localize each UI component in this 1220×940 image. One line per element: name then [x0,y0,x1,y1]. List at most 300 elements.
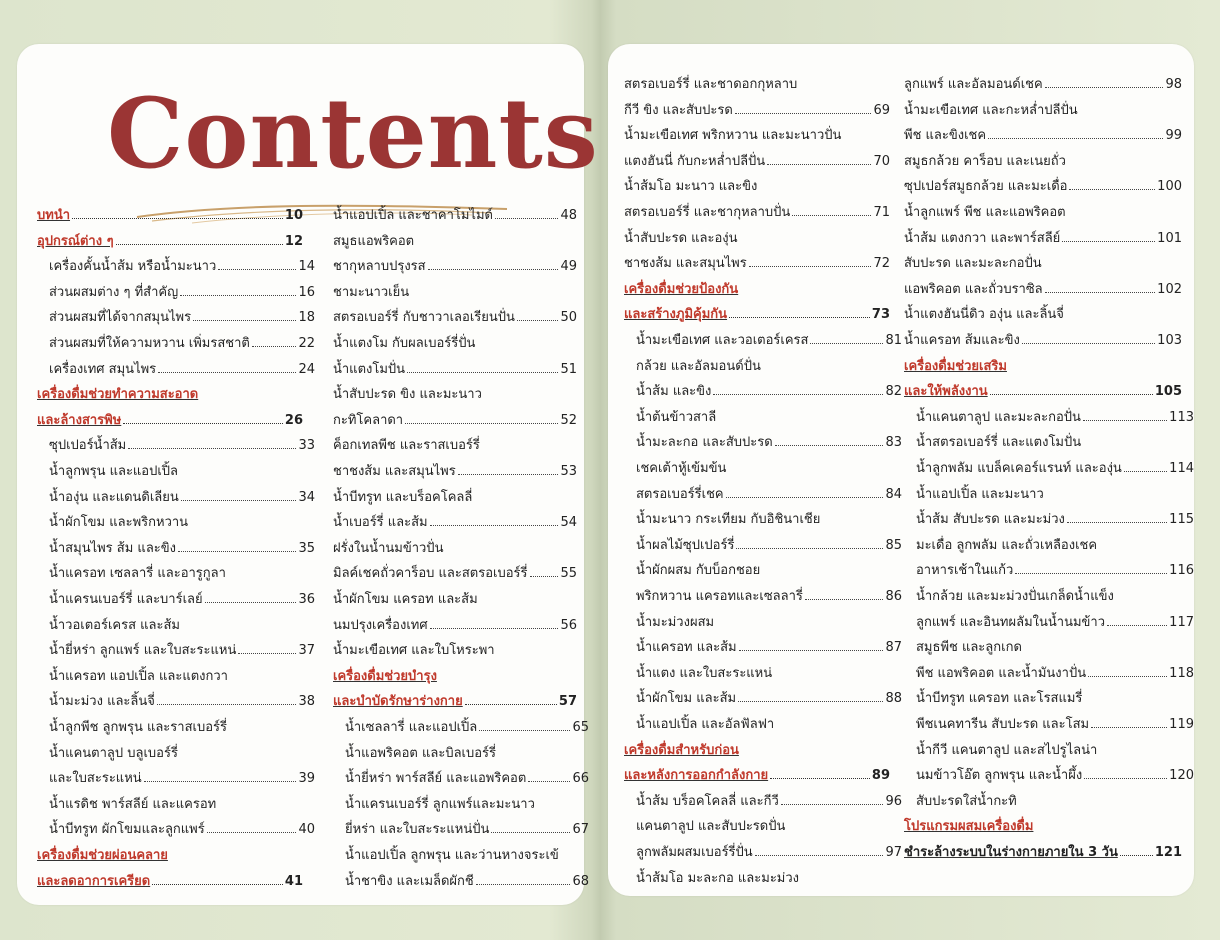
toc-entry [904,579,1194,603]
toc-entry [333,249,577,273]
toc-entry-title: เครื่องดื่มช่วยป้องกัน [624,281,739,297]
toc-entry-title: ชามะนาวเย็น [333,284,410,300]
toc-entry-title: น้ำองุ่น และแดนดิเลียน [49,489,179,505]
toc-entry [624,67,890,91]
toc-entry-title: น้ำแครอท แอปเปิ้ล และแตงกวา [49,668,228,684]
toc-entry [624,528,902,552]
toc-entry [624,681,902,705]
toc-entry [333,505,577,529]
toc-entry [333,428,577,452]
toc-entry [333,403,577,427]
toc-entry-title: และบำบัดรักษาร่างกาย [333,694,463,710]
toc-page-number: 22 [298,336,315,351]
toc-page-number: 51 [560,361,577,377]
toc-entry-title: และใบสะระแหน่ [49,771,142,787]
toc-page-number: 57 [558,694,577,710]
toc-entry [624,656,902,680]
toc-page-number: 24 [298,361,315,377]
toc-dot-leader [1045,87,1164,88]
toc-dot-leader [530,576,559,577]
toc-section-heading [624,733,890,757]
toc-entry [904,733,1194,757]
toc-entry [37,608,315,632]
toc-section-heading [333,684,577,708]
toc-entry [624,605,902,629]
toc-entry [904,195,1182,219]
toc-page-number: 66 [572,771,589,787]
toc-entry-title: น้ำแครนเบอร์รี่ ลูกแพร์และมะนาว [345,796,535,812]
toc-dot-leader [495,218,558,219]
toc-entry [624,118,890,142]
toc-section-heading [37,403,303,427]
toc-entry [624,221,890,245]
toc-entry [333,608,577,632]
toc-entry-title: พีชเนคทารีน สับปะรด และโสม [916,717,1090,732]
toc-page-number: 70 [873,153,890,169]
toc-dot-leader [193,320,296,321]
toc-dot-leader [1091,727,1167,728]
toc-entry-title: น้ำส้ม สับปะรด และมะม่วง [916,512,1065,528]
toc-entry-title: และสร้างภูมิคุ้มกัน [624,307,728,323]
toc-entry [904,67,1182,91]
toc-entry-title: สตรอเบอร์รี่ และชากุหลาบปั่น [624,205,791,220]
toc-entry [624,784,902,808]
toc-entry-title: น้ำลูกพีช ลูกพรุน และราสเบอร์รี่ [49,720,227,735]
toc-entry-title: บทนำ [37,208,71,223]
toc-entry [904,553,1194,577]
toc-dot-leader [1062,241,1155,242]
toc-dot-leader [1015,573,1167,574]
toc-dot-leader [528,781,570,782]
toc-entry [37,556,315,580]
toc-entry [904,502,1194,526]
toc-page-number: 36 [298,592,315,607]
toc-entry [904,707,1194,731]
toc-page-number: 37 [298,643,315,659]
toc-entry [904,144,1182,168]
toc-page-number: 82 [885,384,902,400]
toc-entry [624,374,902,398]
toc-entry-title: น้ำสับปะรด ขิง และมะนาว [333,387,482,403]
toc-dot-leader [1069,189,1155,190]
toc-page-number: 86 [885,589,902,604]
toc-entry [37,505,315,529]
toc-entry-title: มะเดื่อ ลูกพลัม และถั่วเหลืองเชค [916,537,1098,553]
toc-entry [904,93,1182,117]
toc-dot-leader [1022,343,1155,344]
toc-dot-leader [749,266,872,267]
toc-entry [333,736,589,760]
toc-entry-title: น้ำส้มโอ มะละกอ และมะม่วง [636,870,800,886]
toc-entry [37,787,315,811]
toc-page-number: 97 [885,845,902,860]
toc-entry-title: เครื่องเทศ สมุนไพร [49,361,157,377]
toc-dot-leader [1084,778,1167,779]
toc-entry-title: น้ำแตงโม กับผลเบอร์รี่ปั่น [333,336,476,351]
toc-page-number: 100 [1157,179,1182,195]
toc-page-number: 73 [871,307,890,323]
toc-entry-title: น้ำแรดิช พาร์สลีย์ และแครอท [49,796,217,812]
toc-dot-leader [767,164,871,165]
toc-page-number: 10 [284,208,303,223]
toc-section-heading [37,198,303,222]
toc-entry-title: น้ำผลไม้ซุปเปอร์รี่ [636,537,735,553]
toc-entry-title: ซุปเปอร์น้ำส้ม [49,438,127,454]
toc-entry-title: น้ำสับปะรด และองุ่น [624,230,738,246]
toc-dot-leader [1088,676,1167,677]
toc-page-number: 71 [873,205,890,220]
toc-entry [904,528,1194,552]
toc-dot-leader [405,423,558,424]
toc-entry-title: น้ำมะนาว กระเทียม กับอิชินาเชีย [636,512,821,528]
toc-entry [624,425,902,449]
toc-section-heading [37,224,303,248]
toc-entry-title: ส่วนผสมที่ได้จากสมุนไพร [49,310,192,326]
toc-entry-title: และหลังการออกกำลังกาย [624,768,769,784]
toc-page-number: 52 [560,412,577,428]
toc-entry [37,710,315,734]
toc-entry-title: น้ำแอปเปิ้ล และมะนาว [916,486,1044,502]
toc-page-number: 14 [298,259,315,275]
toc-entry [333,224,577,248]
toc-entry-title: และล้างสารพิษ [37,412,122,428]
toc-entry-title: น้ำมะเขือเทศ และกะหล่ำปลีปั่น [904,102,1078,118]
toc-dot-leader [729,317,870,318]
toc-entry-title: แคนตาลูป และสับปะรดปั่น [636,819,786,835]
toc-entry-title: น้ำมะม่วง และลิ้นจี่ [49,694,155,710]
toc-entry-title: อาหารเช้าในแก้ว [916,563,1014,579]
toc-entry-title: พีช และขิงเชค [904,128,987,144]
toc-page-number: 16 [298,284,315,300]
toc-entry-title: น้ำลูกพรุน และแอปเปิ้ล [49,464,179,479]
toc-entry [904,323,1182,347]
toc-entry-title: น้ำแครอท และส้ม [636,640,737,656]
toc-page-number: 114 [1169,461,1194,476]
toc-entry [333,198,577,222]
toc-dot-leader [476,884,571,885]
toc-dot-leader [1124,471,1167,472]
toc-entry-title: น้ำส้ม แตงกวา และพาร์สลีย์ [904,230,1061,246]
toc-entry-title: ลูกแพร์ และอัลมอนด์เชค [904,77,1043,92]
toc-section-heading [37,377,303,401]
toc-entry [333,556,577,580]
toc-page-number: 116 [1169,563,1194,579]
toc-entry-title: ยี่หร่า และใบสะระแหน่ปั่น [345,822,490,838]
toc-entry-title: น้ำแคนตาลูป บลูเบอร์รี่ [49,745,178,761]
toc-entry-title: เครื่องดื่มสำหรับก่อน [624,742,739,758]
toc-dot-leader [491,832,570,833]
toc-page-number: 85 [885,537,902,553]
toc-entry [624,323,902,347]
toc-entry [37,249,315,273]
toc-entry [37,352,315,376]
toc-entry-title: ชาชงส้ม และสมุนไพร [333,464,456,479]
toc-entry [333,454,577,478]
toc-page-number: 68 [572,873,589,889]
toc-entry [333,787,589,811]
toc-entry [904,272,1182,296]
toc-entry [624,809,902,833]
toc-section-heading [333,659,577,683]
toc-page-number: 49 [560,259,577,275]
toc-entry [37,633,315,657]
toc-dot-leader [407,372,558,373]
toc-entry-title: น้ำมะเขือเทศ พริกหวาน และมะนาวปั่น [624,128,842,144]
toc-dot-leader [1120,855,1153,856]
toc-entry [37,275,315,299]
toc-entry [333,326,577,350]
toc-entry-title: น้ำแอปเปิ้ล และอัลฟัลฟา [636,717,775,732]
toc-entry [37,736,315,760]
toc-entry-title: กล้วย และอัลมอนด์ปั่น [636,358,761,374]
toc-entry [624,144,890,168]
toc-page-number: 89 [871,768,890,784]
toc-entry-title: แอพริคอต และถั่วบราซิล [904,281,1043,297]
toc-section-heading [904,809,1182,833]
toc-entry-title: น้ำแอปเปิ้ล และชาคาโมไมด์ [333,208,493,223]
toc-entry-title: และลดอาการเครียด [37,873,151,889]
toc-entry-title: สมูธพีช และลูกเกด [916,640,1022,656]
toc-entry-title: น้ำบีทรูท ผักโขมและลูกแพร์ [49,822,205,838]
toc-dot-leader [181,500,297,501]
toc-entry-title: โปรแกรมผสมเครื่องดื่ม [904,819,1034,835]
toc-dot-leader [739,650,884,651]
toc-entry [37,761,315,785]
toc-entry-title: ชาชงส้ม และสมุนไพร [624,256,747,272]
toc-entry [37,659,315,683]
toc-page-number: 98 [1165,77,1182,92]
toc-page-number: 117 [1169,614,1194,630]
toc-entry-title: น้ำผักโขม แครอท และส้ม [333,592,478,607]
toc-entry-title: น้ำแตง และใบสะระแหน่ [636,665,773,681]
toc-page-number: 101 [1157,230,1182,246]
toc-entry [904,656,1194,680]
toc-entry-title: น้ำมะเขือเทศ และวอเตอร์เครส [636,333,809,348]
toc-dot-leader [430,525,559,526]
toc-entry [333,582,577,606]
toc-entry-title: ชำระล้างระบบในร่างกายภายใน 3 วัน [904,845,1118,860]
toc-entry [37,582,315,606]
toc-entry-title: น้ำผักผสม กับบ็อกชอย [636,563,761,579]
toc-entry [904,400,1194,424]
toc-dot-leader [988,138,1163,139]
toc-dot-leader [238,653,296,654]
toc-entry [333,352,577,376]
toc-entry [904,169,1182,193]
toc-section-heading [624,297,890,321]
toc-entry [37,812,315,836]
toc-dot-leader [128,448,296,449]
toc-page-number: 50 [560,310,577,326]
toc-entry-title: น้ำสมุนไพร ส้ม และขิง [49,540,176,556]
toc-entry-title: น้ำแอพริคอต และบิลเบอร์รี่ [345,745,497,761]
toc-entry [37,480,315,504]
toc-page-number: 96 [885,793,902,809]
toc-dot-leader [458,474,559,475]
toc-entry [904,221,1182,245]
toc-page-number: 38 [298,694,315,710]
toc-entry [333,812,589,836]
toc-dot-leader [1107,625,1167,626]
toc-section-heading [37,864,303,888]
toc-entry-title: มิลค์เชคถั่วคาร็อบ และสตรอเบอร์รี่ [333,566,528,582]
left-page [17,44,599,905]
toc-section-heading [624,758,890,782]
toc-dot-leader [479,730,570,731]
toc-dot-leader [430,628,559,629]
toc-entry-title: เครื่องดื่มช่วยบำรุง [333,668,437,684]
toc-entry [333,838,589,862]
toc-entry [333,761,589,785]
toc-entry-title: สตรอเบอร์รี่เชค [636,486,724,502]
toc-entry-title: เครื่องดื่มช่วยผ่อนคลาย [37,848,168,863]
toc-entry [624,93,890,117]
toc-page-number: 26 [284,412,303,428]
toc-entry [904,630,1194,654]
toc-dot-leader [755,855,884,856]
toc-dot-leader [180,295,296,296]
toc-entry-title: นมปรุงเครื่องเทศ [333,617,428,633]
page-title: Contents [107,77,599,190]
toc-entry-title: สตรอเบอร์รี่ และชาดอกกุหลาบ [624,77,798,92]
toc-entry [904,605,1194,629]
toc-dot-leader [713,394,883,395]
toc-entry [624,195,890,219]
toc-entry-title: น้ำส้ม และขิง [636,384,712,400]
toc-entry [333,275,577,299]
toc-page-number: 56 [560,617,577,633]
toc-entry [904,784,1194,808]
toc-entry [333,377,577,401]
toc-entry-title: น้ำลูกพลัม แบล็คเคอร์แรนท์ และองุ่น [916,461,1122,476]
toc-entry-title: น้ำสตรอเบอร์รี่ และแตงโมปั่น [916,435,1082,451]
toc-page-number: 103 [1157,333,1182,348]
toc-dot-leader [805,599,884,600]
toc-entry [904,425,1194,449]
toc-entry [904,477,1194,501]
toc-page-number: 39 [298,771,315,787]
toc-entry-title: ส่วนผสมต่าง ๆ ที่สำคัญ [49,284,179,300]
toc-entry-title: สมูธแอพริคอต [333,233,415,249]
toc-entry-title: น้ำแครอท ส้มและขิง [904,333,1020,348]
toc-entry-title: แตงฮันนี่ กับกะหล่ำปลีปั่น [624,153,766,169]
toc-entry [624,349,902,373]
toc-entry [37,531,315,555]
toc-entry [904,451,1194,475]
toc-entry [624,553,902,577]
toc-entry-title: สับปะรด และมะละกอปั่น [904,256,1042,272]
toc-page-number: 99 [1165,128,1182,144]
toc-dot-leader [792,215,871,216]
toc-entry-title: น้ำยี่หร่า ลูกแพร์ และใบสะระแหน่ [49,643,237,659]
toc-entry-title: น้ำส้มโอ มะนาว และขิง [624,179,758,195]
toc-page-number: 72 [873,256,890,272]
toc-entry [624,169,890,193]
toc-page-number: 65 [572,720,589,735]
toc-entry-title: นมข้าวโอ๊ต ลูกพรุน และน้ำผึ้ง [916,768,1083,784]
toc-entry [37,326,315,350]
toc-page-number: 102 [1157,281,1182,297]
toc-entry-title: น้ำลูกแพร์ พีช และแอพริคอต [904,205,1066,220]
toc-page-number: 87 [885,640,902,656]
toc-entry-title: ชากุหลาบปรุงรส [333,259,426,275]
toc-entry [904,758,1194,782]
toc-entry [333,480,577,504]
toc-page-number: 88 [885,691,902,707]
toc-entry [624,630,902,654]
toc-entry-title: น้ำมะละกอ และสับปะรด [636,435,773,451]
toc-entry-title: กะทิโคลาดา [333,412,404,428]
toc-entry-title: น้ำมะเขือเทศ และใบโหระพา [333,643,495,659]
toc-entry [624,451,902,475]
toc-entry-title: ฝรั่งในน้ำนมข้าวปั่น [333,540,444,556]
toc-section-heading [904,835,1182,859]
toc-entry [624,579,902,603]
toc-page-number: 120 [1169,768,1194,784]
toc-dot-leader [205,602,297,603]
toc-entry-title: กีวี ขิง และสับปะรด [624,102,733,118]
toc-entry [37,300,315,324]
toc-entry-title: ลูกพลัมผสมเบอร์รี่ปั่น [636,845,753,860]
toc-entry-title: สมูธกล้วย คาร็อบ และเนยถั่ว [904,153,1066,169]
toc-page-number: 34 [298,489,315,505]
toc-dot-leader [770,778,870,779]
toc-entry-title: น้ำบีทรูท และบร็อคโคลลี่ [333,489,473,505]
toc-dot-leader [152,884,283,885]
toc-dot-leader [738,701,883,702]
toc-dot-leader [775,445,884,446]
toc-entry-title: พีช แอพริคอต และน้ำมันงาปั่น [916,665,1087,681]
toc-entry [624,400,902,424]
toc-entry-title: น้ำแครนเบอร์รี่ และบาร์เลย์ [49,592,203,607]
toc-page-number: 41 [284,873,303,889]
toc-dot-leader [218,269,296,270]
toc-entry [37,454,315,478]
toc-entry-title: น้ำเซลลารี่ และแอปเปิ้ล [345,720,478,735]
toc-dot-leader [781,804,884,805]
toc-entry [333,864,589,888]
toc-entry [624,502,902,526]
toc-dot-leader [178,551,296,552]
toc-entry-title: เครื่องดื่มช่วยเสริม [904,358,1007,374]
toc-page-number: 121 [1154,845,1182,860]
toc-page-number: 115 [1169,512,1194,528]
toc-entry [904,297,1182,321]
toc-page-number: 48 [560,208,577,223]
toc-entry [624,707,902,731]
toc-dot-leader [1045,292,1156,293]
toc-entry-title: พริกหวาน แครอทและเซลลารี่ [636,589,803,604]
toc-entry-title: น้ำบีทรูท แครอท และโรสแมรี่ [916,691,1083,707]
toc-entry-title: ค็อกเทลพีช และราสเบอร์รี่ [333,438,480,454]
toc-dot-leader [116,244,283,245]
toc-entry-title: เชคเต้าหู้เข้มข้น [636,461,727,476]
toc-section-heading [904,349,1182,373]
toc-entry [904,118,1182,142]
toc-dot-leader [207,832,297,833]
toc-entry-title: น้ำผักโขม และส้ม [636,691,737,707]
toc-entry-title: น้ำแตงโมปั่น [333,361,406,377]
toc-entry-title: เครื่องดื่มช่วยทำความสะอาด [37,387,199,403]
toc-entry [37,684,315,708]
toc-entry-title: น้ำวอเตอร์เครส และส้ม [49,617,180,633]
toc-entry [624,246,890,270]
toc-entry [333,710,589,734]
toc-entry [624,835,902,859]
toc-page-number: 67 [572,822,589,838]
toc-entry-title: น้ำผักโขม และพริกหวาน [49,515,189,531]
toc-dot-leader [123,423,283,424]
